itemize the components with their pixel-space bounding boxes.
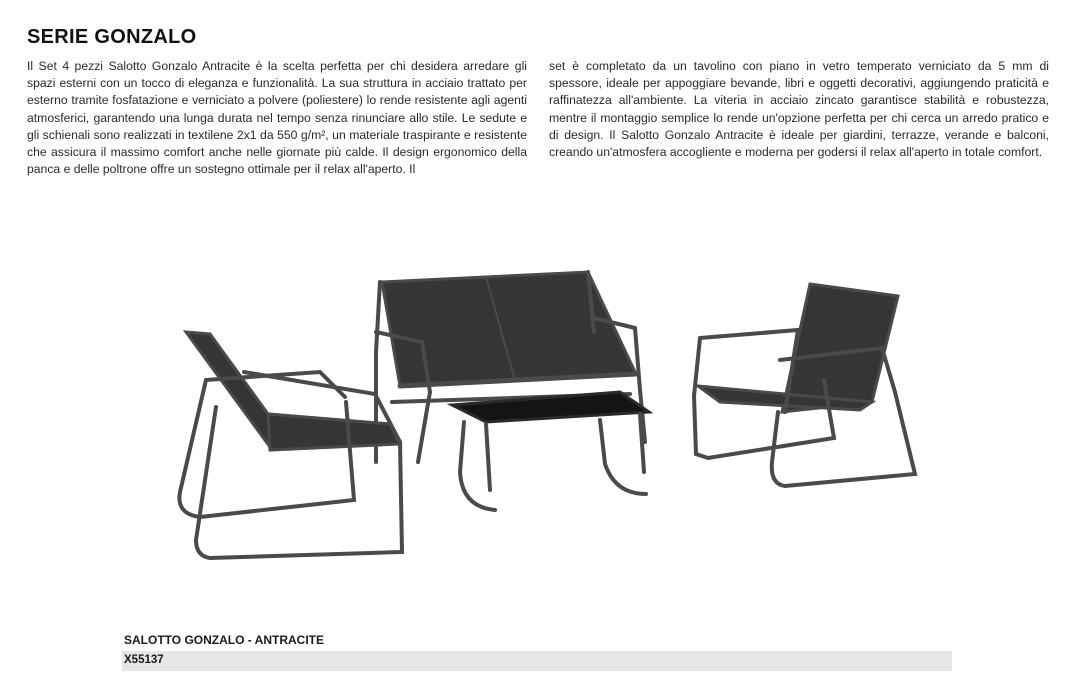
product-name: SALOTTO GONZALO - ANTRACITE (124, 633, 324, 647)
product-code-bar (122, 651, 952, 671)
coffee-table (452, 392, 649, 510)
product-code: X55137 (124, 654, 164, 666)
armchair-right (694, 284, 915, 486)
page-title: SERIE GONZALO (27, 26, 197, 48)
armchair-left (179, 332, 402, 558)
sofa (376, 272, 645, 462)
product-image (160, 262, 930, 572)
description-left-column: Il Set 4 pezzi Salotto Gonzalo Antracite è la scelta perfetta per chi desidera arredare gli spazi esterni con un tocco di eleganza e funzionalità. La sua struttura in acciaio trattato per esterno tramite fosfatazione e verniciato a polvere (poliestere) lo rende resistente agli agenti atmosferici, garantendo una lunga durata nel tempo senza rinunciare allo stile. Le sedute e gli schienali sono realizzati in textilene 2x1 da 550 g/m², un materiale traspirante e resistente che assicura il massimo comfort anche nelle giornate più calde. Il design ergonomico della panca e delle poltrone offre un sostegno ottimale per il relax all'aperto. Il (27, 59, 527, 177)
description-right-column: set è completato da un tavolino con piano in vetro temperato verniciato da 5 mm di spessore, ideale per appoggiare bevande, libri e oggetti decorativi, aggiungendo praticità e raffinatezza all'ambiente. La viteria in acciaio zincato garantisce stabilità e robustezza, mentre il montaggio semplice lo rende un'opzione perfetta per chi cerca un arredo pratico e di design. Il Salotto Gonzalo Antracite è ideale per giardini, terrazze, verande e balconi, creando un'atmosfera accogliente e moderna per godersi il relax all'aperto in totale comfort. (549, 59, 1049, 160)
